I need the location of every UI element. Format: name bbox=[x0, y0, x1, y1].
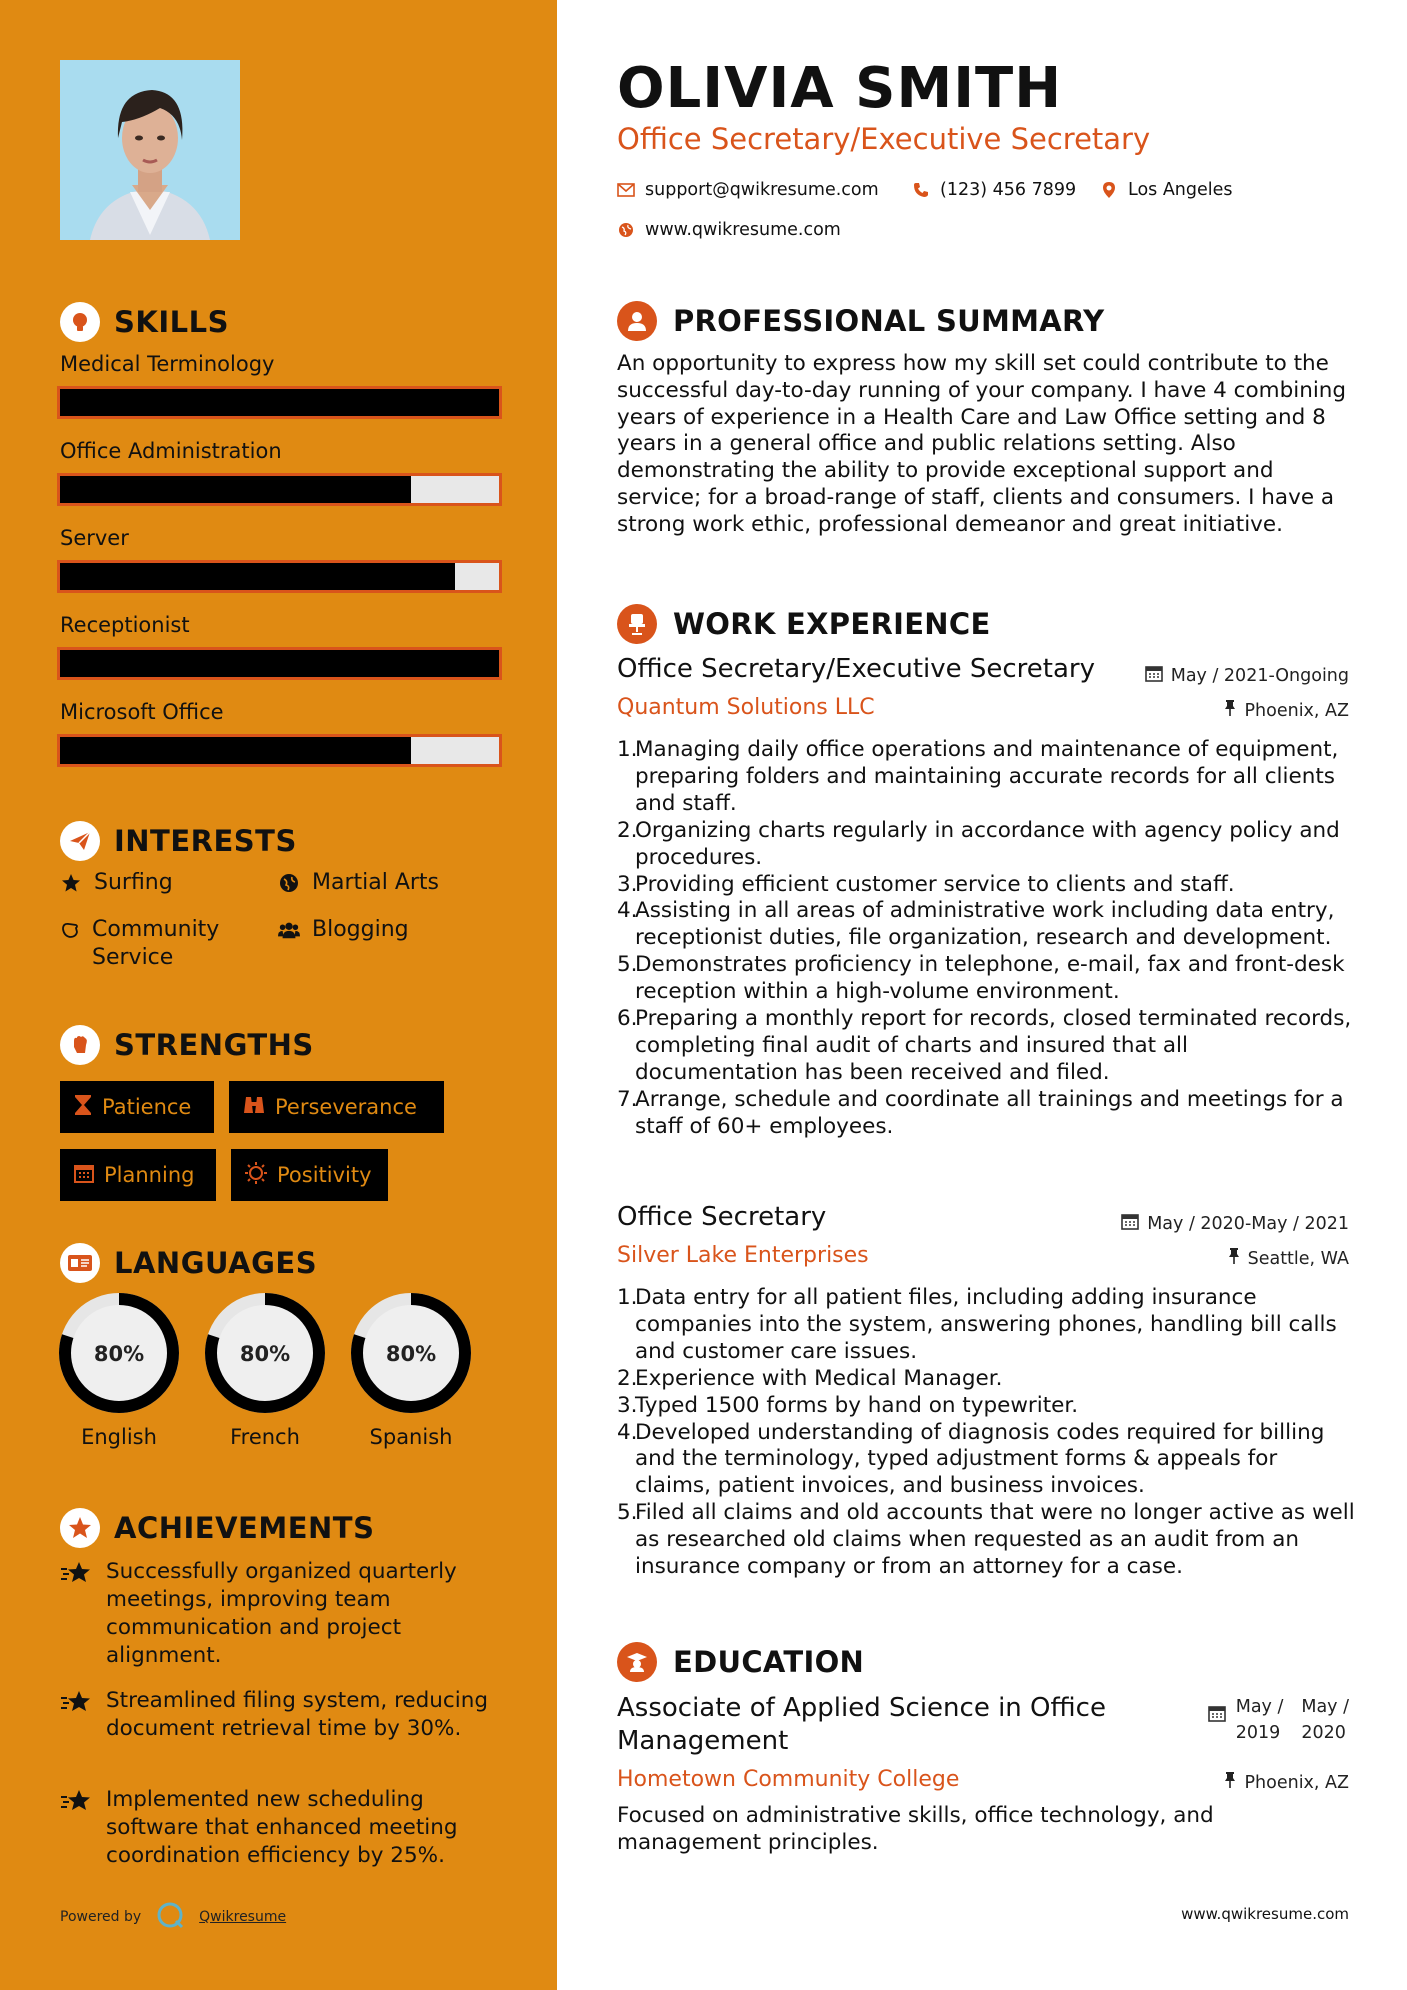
language-name: French bbox=[230, 1425, 300, 1449]
skill-bar-fill bbox=[60, 563, 455, 590]
skill-bar bbox=[57, 734, 502, 767]
skill-bar bbox=[57, 560, 502, 593]
hourglass-icon bbox=[74, 1094, 92, 1121]
skill-label: Office Administration bbox=[60, 439, 282, 463]
globe-icon bbox=[278, 869, 300, 897]
language-percent: 80% bbox=[385, 1342, 437, 1366]
achievement-item: Successfully organized quarterly meetings, improving team communication and project alignment. bbox=[60, 1558, 500, 1670]
interest-item: Surfing bbox=[60, 869, 173, 897]
job-location: Seattle, WA bbox=[1228, 1247, 1349, 1270]
sidebar bbox=[0, 0, 557, 1990]
star-burst-icon bbox=[60, 1786, 92, 1870]
office-chair-icon bbox=[617, 604, 657, 644]
graduate-icon bbox=[617, 1642, 657, 1682]
language-name: English bbox=[81, 1425, 157, 1449]
map-pin-icon bbox=[1100, 181, 1118, 199]
candidate-title: Office Secretary/Executive Secretary bbox=[617, 122, 1151, 156]
strengths-heading: STRENGTHS bbox=[60, 1025, 314, 1065]
skill-label: Server bbox=[60, 526, 129, 550]
education-date: May / 2019 May / 2020 bbox=[1208, 1694, 1349, 1746]
school-name: Hometown Community College bbox=[617, 1767, 960, 1792]
globe-icon bbox=[617, 221, 635, 239]
achievements-heading: ACHIEVEMENTS bbox=[60, 1508, 374, 1548]
qwikresume-logo-icon bbox=[155, 1900, 185, 1934]
qwikresume-link[interactable]: Qwikresume bbox=[199, 1909, 287, 1925]
education-heading: EDUCATION bbox=[617, 1642, 864, 1682]
sun-icon bbox=[245, 1162, 267, 1189]
skills-heading: SKILLS bbox=[60, 302, 229, 342]
summary-text: An opportunity to express how my skill set could contribute to the successful day-to-day running of your company. I have 4 combining years of experience in a Health Care and Law Office setting and 8 years in a general office and public relations setting. Also demonstrating the ability to provide exceptional support and service; for a broad-range of staff, clients and consumers. I have a strong work ethic, professional demeanor and great initiative. bbox=[617, 351, 1347, 537]
job-bullets bbox=[617, 737, 1357, 1141]
language-ring bbox=[203, 1291, 327, 1415]
star-badge-icon bbox=[60, 1508, 100, 1548]
footer-url[interactable]: www.qwikresume.com bbox=[1181, 1905, 1349, 1923]
candidate-name: OLIVIA SMITH bbox=[617, 56, 1063, 121]
interests-heading: INTERESTS bbox=[60, 821, 297, 861]
star-icon bbox=[60, 869, 82, 897]
star-burst-icon bbox=[60, 1558, 92, 1670]
skill-bar-fill bbox=[60, 737, 411, 764]
job-bullets bbox=[617, 1285, 1357, 1581]
phone-icon bbox=[912, 181, 930, 199]
hand-icon bbox=[60, 916, 80, 944]
profile-photo bbox=[60, 60, 240, 240]
language-percent: 80% bbox=[93, 1342, 145, 1366]
language-item bbox=[57, 1291, 181, 1449]
powered-by: Powered by Qwikresume bbox=[60, 1900, 286, 1934]
calendar-icon bbox=[1145, 664, 1163, 687]
job-title: Office Secretary bbox=[617, 1202, 827, 1232]
contact-website[interactable]: www.qwikresume.com bbox=[617, 220, 841, 240]
company-name: Quantum Solutions LLC bbox=[617, 695, 875, 720]
job-title: Office Secretary/Executive Secretary bbox=[617, 654, 1095, 684]
users-icon bbox=[278, 916, 300, 944]
list-item: 7. Arrange, schedule and coordinate all trainings and meetings for a staff of 60+ employees. bbox=[617, 1086, 1344, 1139]
id-card-icon bbox=[60, 1243, 100, 1283]
skill-label: Medical Terminology bbox=[60, 352, 275, 376]
interest-item: Blogging bbox=[278, 916, 409, 944]
pushpin-icon bbox=[1224, 1771, 1236, 1794]
summary-heading: PROFESSIONAL SUMMARY bbox=[617, 301, 1104, 341]
achievement-item: Implemented new scheduling software that enhanced meeting coordination efficiency by 25%. bbox=[60, 1786, 500, 1870]
languages-heading: LANGUAGES bbox=[60, 1243, 317, 1283]
job-location: Phoenix, AZ bbox=[1224, 699, 1349, 722]
language-item bbox=[349, 1291, 473, 1449]
star-burst-icon bbox=[60, 1687, 92, 1743]
skill-bar bbox=[57, 647, 502, 680]
language-percent: 80% bbox=[239, 1342, 291, 1366]
job-date: May / 2020-May / 2021 bbox=[1121, 1212, 1349, 1235]
company-name: Silver Lake Enterprises bbox=[617, 1243, 869, 1268]
list-item: 3. Typed 1500 forms by hand on typewriter. bbox=[617, 1392, 1079, 1418]
list-item: 6. Preparing a monthly report for records, closed terminated records, completing final audit of charts and insured that all documentation has been received and filed. bbox=[617, 1006, 1352, 1085]
list-item: 3. Providing efficient customer service to clients and staff. bbox=[617, 871, 1235, 897]
language-ring bbox=[57, 1291, 181, 1415]
lightbulb-icon bbox=[60, 302, 100, 342]
education-location: Phoenix, AZ bbox=[1224, 1771, 1349, 1794]
job-date: May / 2021-Ongoing bbox=[1145, 664, 1349, 687]
skill-label: Receptionist bbox=[60, 613, 190, 637]
calendar-icon bbox=[1121, 1212, 1139, 1235]
list-item: 2. Organizing charts regularly in accordance with agency policy and procedures. bbox=[617, 817, 1340, 870]
list-item: 4. Developed understanding of diagnosis codes required for billing and the terminology, typed adjustment forms & appeals for claims, patient invoices, and business invoices. bbox=[617, 1419, 1325, 1499]
strength-badge: Planning bbox=[60, 1149, 216, 1201]
language-item bbox=[203, 1291, 327, 1449]
list-item: 4. Assisting in all areas of administrative work including data entry, receptionist duties, file organization, research and development. bbox=[617, 898, 1335, 951]
strength-badge: Patience bbox=[60, 1081, 214, 1133]
skill-bar bbox=[57, 386, 502, 419]
calendar-icon bbox=[1208, 1694, 1226, 1727]
user-icon bbox=[617, 301, 657, 341]
fist-icon bbox=[60, 1025, 100, 1065]
envelope-icon bbox=[617, 181, 635, 199]
interest-item: Martial Arts bbox=[278, 869, 439, 897]
contact-location: Los Angeles bbox=[1100, 180, 1233, 200]
language-name: Spanish bbox=[369, 1425, 453, 1449]
skill-bar-fill bbox=[60, 650, 499, 677]
skill-label: Microsoft Office bbox=[60, 700, 224, 724]
pushpin-icon bbox=[1228, 1247, 1240, 1270]
skill-bar bbox=[57, 473, 502, 506]
list-item: 2. Experience with Medical Manager. bbox=[617, 1365, 1003, 1391]
paper-plane-icon bbox=[60, 821, 100, 861]
strength-badge: Positivity bbox=[231, 1149, 388, 1201]
skill-bar-fill bbox=[60, 476, 411, 503]
degree-title: Associate of Applied Science in Office Management bbox=[617, 1693, 1106, 1756]
interest-item: Community Service bbox=[60, 916, 260, 972]
skill-bar-fill bbox=[60, 389, 499, 416]
contact-email[interactable]: support@qwikresume.com bbox=[617, 180, 879, 200]
list-item: 5. Filed all claims and old accounts that were no longer active as well as researched old claims when requested as an audit from an insurance company or from an attorney for a case. bbox=[617, 1500, 1355, 1580]
language-ring bbox=[349, 1291, 473, 1415]
pushpin-icon bbox=[1224, 699, 1236, 722]
achievement-item: Streamlined filing system, reducing document retrieval time by 30%. bbox=[60, 1687, 500, 1743]
list-item: 1. Managing daily office operations and maintenance of equipment, preparing folders and maintaining accurate records for all clients and staff. bbox=[617, 737, 1339, 816]
strength-badge: Perseverance bbox=[229, 1081, 444, 1133]
binoculars-icon bbox=[243, 1095, 265, 1120]
education-description: Focused on administrative skills, office technology, and management principles. bbox=[617, 1803, 1214, 1855]
list-item: 5. Demonstrates proficiency in telephone, e-mail, fax and front-desk reception within a high-volume environment. bbox=[617, 952, 1345, 1005]
calendar-icon bbox=[74, 1163, 94, 1188]
experience-heading: WORK EXPERIENCE bbox=[617, 604, 991, 644]
list-item: 1. Data entry for all patient files, including adding insurance companies into the system, answering phones, handling bill calls and customer care issues. bbox=[617, 1285, 1337, 1364]
contact-phone[interactable]: (123) 456 7899 bbox=[912, 180, 1076, 200]
